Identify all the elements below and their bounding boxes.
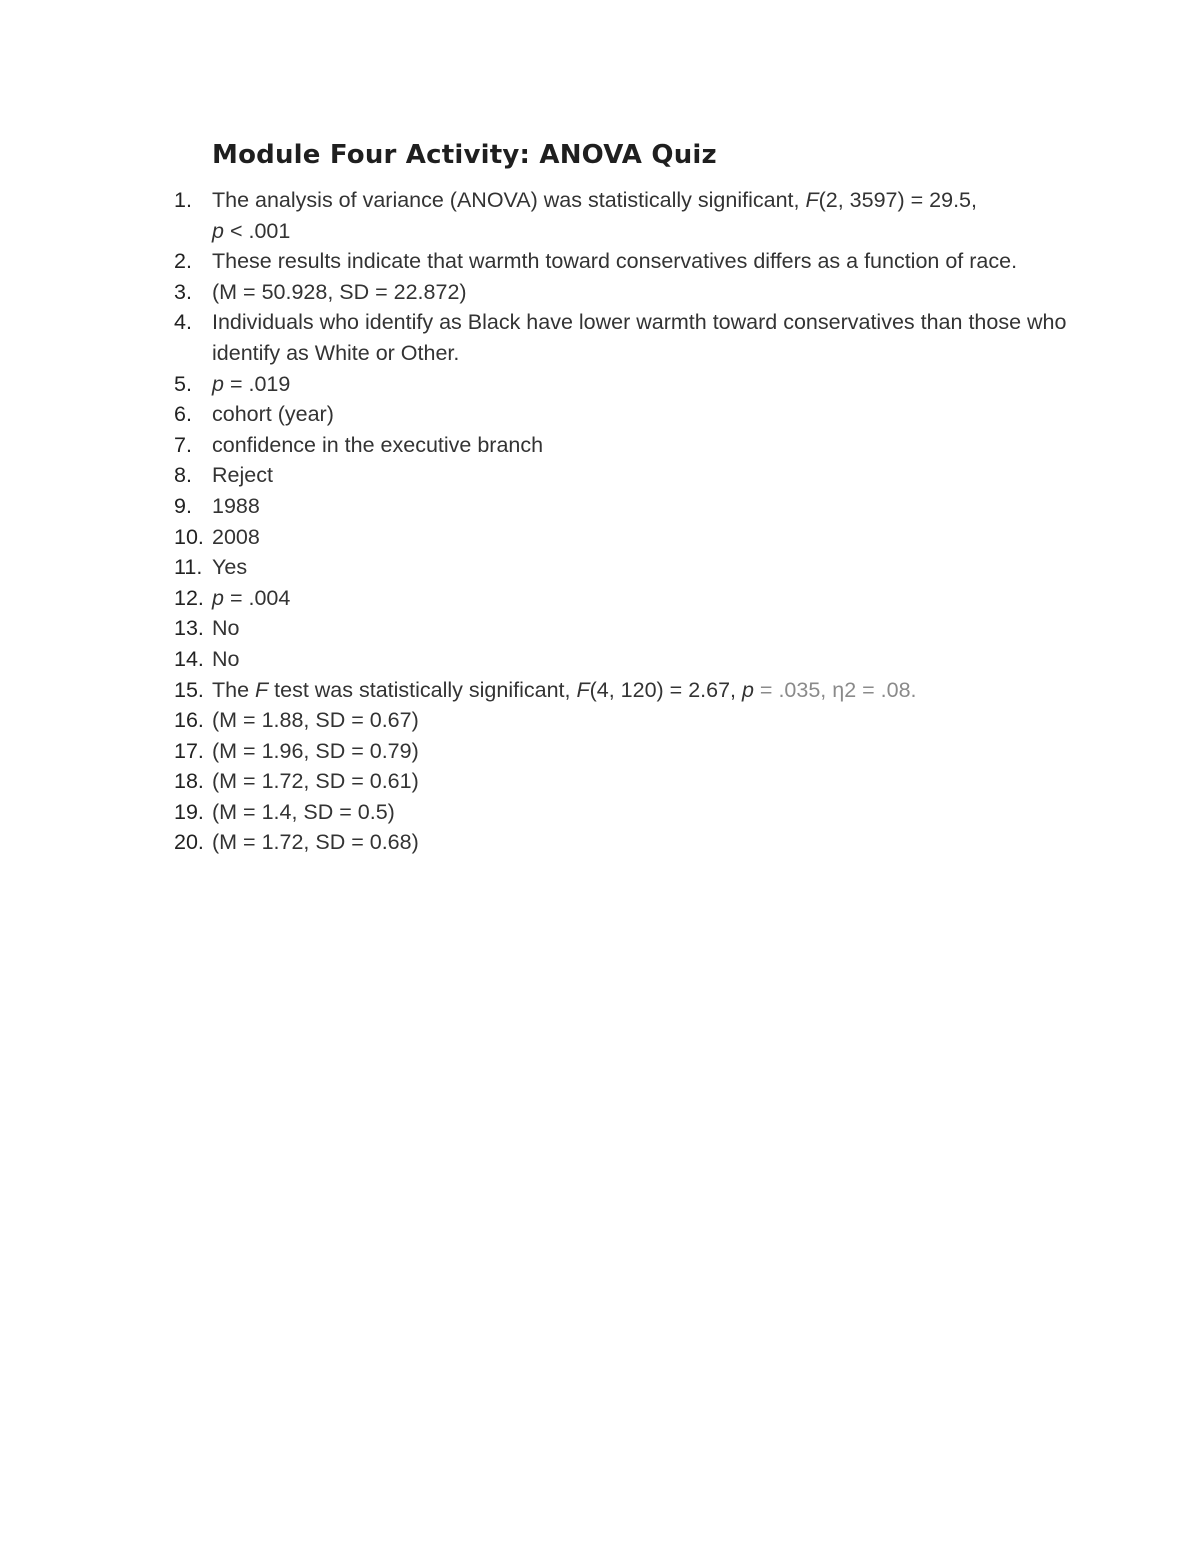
- answer-text-run: (M = 1.72, SD = 0.61): [212, 769, 419, 794]
- answer-text-run: (M = 1.88, SD = 0.67): [212, 708, 419, 733]
- answer-text: [212, 644, 1074, 675]
- answer-text-run: (M = 1.4, SD = 0.5): [212, 799, 395, 824]
- italic-symbol: F: [255, 677, 269, 702]
- italic-symbol: p: [212, 585, 224, 610]
- answer-text-run: confidence in the executive branch: [212, 432, 544, 457]
- answer-text-run: No: [212, 646, 240, 671]
- answer-text-run: Yes: [212, 555, 248, 580]
- answer-text: [212, 399, 1074, 430]
- answer-item: [174, 522, 1074, 553]
- answer-text: [212, 430, 1074, 461]
- answer-number: 12.: [174, 585, 204, 610]
- answer-text-run: test was statistically significant,: [268, 677, 577, 702]
- answer-item: [174, 766, 1074, 797]
- answer-item: [174, 399, 1074, 430]
- italic-symbol: F: [805, 188, 819, 212]
- answer-number: 16.: [174, 708, 204, 733]
- answer-text: [212, 766, 1074, 797]
- answer-text: [212, 246, 1074, 277]
- answer-item: [174, 491, 1074, 522]
- answer-text-run: The: [212, 677, 256, 702]
- answer-text-run: = .035, η2 = .08.: [753, 677, 917, 702]
- answer-text: [212, 369, 1074, 400]
- answer-text-run: No: [212, 616, 240, 641]
- answer-number: 9.: [174, 493, 192, 518]
- answer-item: [174, 430, 1074, 461]
- answer-text-run: (2, 3597) = 29.5,: [818, 188, 977, 212]
- answer-item: [174, 369, 1074, 400]
- answer-text: [212, 522, 1074, 553]
- answer-item: [174, 675, 1074, 706]
- answer-item: [174, 644, 1074, 675]
- italic-symbol: F: [576, 677, 590, 702]
- answer-list: [174, 185, 1074, 858]
- answer-number: 8.: [174, 463, 192, 488]
- answer-text: [212, 185, 1074, 246]
- answer-text: [212, 491, 1074, 522]
- italic-symbol: p: [212, 218, 224, 243]
- answer-text-run: (4, 120) = 2.67,: [589, 677, 742, 702]
- answer-item: [174, 797, 1074, 828]
- answer-text-run: = .004: [223, 585, 291, 610]
- answer-text: [212, 307, 1074, 368]
- answer-item: [174, 460, 1074, 491]
- answer-item: [174, 613, 1074, 644]
- answer-item: [174, 277, 1074, 308]
- answer-text-run: 1988: [212, 493, 260, 518]
- answer-number: 10.: [174, 524, 204, 549]
- answer-item: [174, 705, 1074, 736]
- answer-text: [212, 460, 1074, 491]
- answer-text-run: Individuals who identify as Black have lower warmth toward conservatives than those who identify as White or Other.: [212, 310, 1067, 365]
- answer-number: 11.: [174, 555, 203, 580]
- answer-text-run: (M = 50.928, SD = 22.872): [212, 279, 467, 304]
- answer-number: 7.: [174, 432, 192, 457]
- answer-number: 18.: [174, 769, 204, 794]
- answer-text-run: Reject: [212, 463, 273, 488]
- answer-text-run: (M = 1.72, SD = 0.68): [212, 830, 419, 855]
- answer-number: 4.: [174, 310, 192, 335]
- answer-number: 19.: [174, 799, 204, 824]
- answer-text: [212, 552, 1074, 583]
- answer-text: [212, 736, 1074, 767]
- answer-text-run: These results indicate that warmth toward conservatives differs as a function of race.: [212, 249, 1018, 274]
- answer-text-run: cohort (year): [212, 402, 334, 427]
- answer-item: [174, 736, 1074, 767]
- answer-number: 14.: [174, 646, 204, 671]
- answer-number: 3.: [174, 279, 192, 304]
- answer-number: 6.: [174, 402, 192, 427]
- answer-item: [174, 246, 1074, 277]
- answer-text: [212, 583, 1074, 614]
- answer-text: [212, 797, 1074, 828]
- answer-text: [212, 277, 1074, 308]
- answer-item: [174, 185, 1074, 246]
- answer-number: 13.: [174, 616, 204, 641]
- answer-item: [174, 827, 1074, 858]
- answer-text: [212, 705, 1074, 736]
- answer-number: 15.: [174, 677, 204, 702]
- answer-number: 17.: [174, 738, 204, 763]
- page-title: Module Four Activity: ANOVA Quiz: [212, 140, 717, 170]
- answer-text: [212, 613, 1074, 644]
- answer-item: [174, 307, 1074, 368]
- answer-text-run: = .019: [223, 371, 291, 396]
- answer-item: [174, 583, 1074, 614]
- answer-text-run: < .001: [223, 218, 291, 243]
- answer-text-run: (M = 1.96, SD = 0.79): [212, 738, 419, 763]
- answer-number: 2.: [174, 249, 192, 274]
- answer-number: 5.: [174, 371, 192, 396]
- answer-text: [212, 675, 1074, 706]
- answer-number: 1.: [174, 188, 192, 212]
- answer-text: [212, 827, 1074, 858]
- answer-item: [174, 552, 1074, 583]
- answer-number: 20.: [174, 830, 204, 855]
- italic-symbol: p: [212, 371, 224, 396]
- italic-symbol: p: [741, 677, 754, 702]
- answer-text-run: 2008: [212, 524, 260, 549]
- answer-text-run: The analysis of variance (ANOVA) was statistically significant,: [212, 188, 806, 212]
